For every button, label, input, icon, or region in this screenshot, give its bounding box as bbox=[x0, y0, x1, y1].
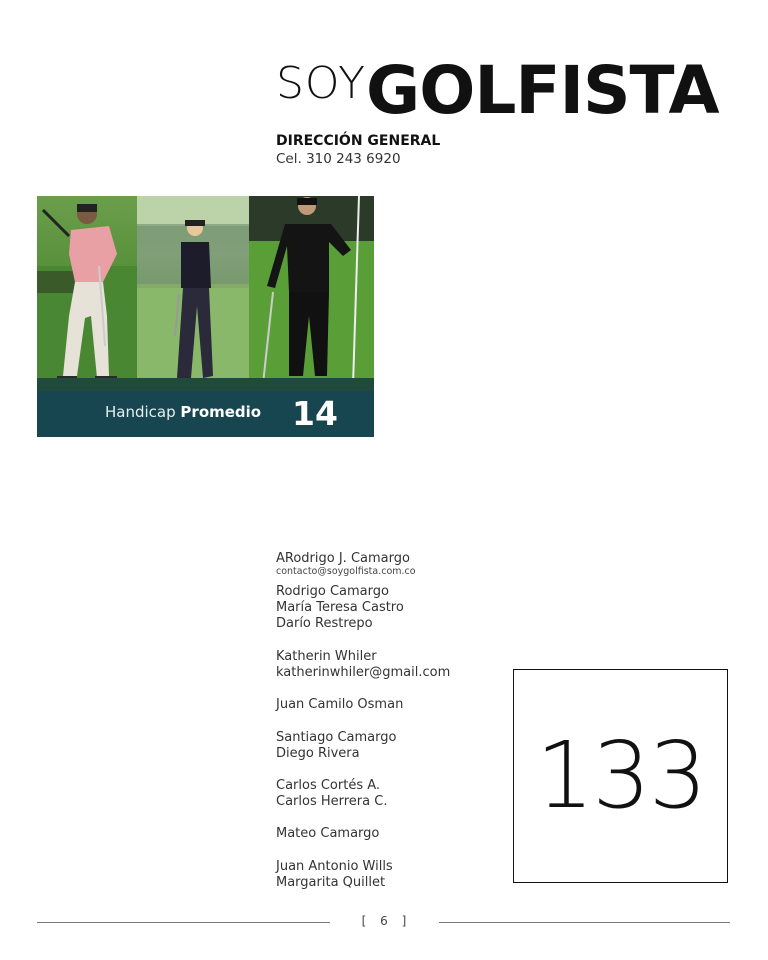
names-directora-comercial bbox=[276, 649, 450, 681]
credit-name: Diego Rivera bbox=[276, 746, 360, 761]
names-editor-podcast bbox=[276, 826, 379, 842]
golfer-2-illustration bbox=[137, 196, 249, 391]
credit-name: Juan Camilo Osman bbox=[276, 697, 404, 712]
name-editor-general bbox=[276, 551, 416, 577]
page-folio bbox=[349, 914, 419, 928]
handicap-value: 14 bbox=[292, 394, 338, 433]
folio-open-bracket: [ bbox=[361, 914, 367, 928]
credit-name: Juan Antonio Wills bbox=[276, 859, 393, 874]
issue-number: 133 bbox=[535, 722, 706, 829]
photo-panel-golfer-2 bbox=[137, 196, 249, 391]
credit-name: Katherin Whiler bbox=[276, 649, 377, 664]
photo-panel-golfer-1 bbox=[37, 196, 137, 391]
handicap-label-bold: Promedio bbox=[180, 403, 262, 421]
names-diseno-grafico bbox=[276, 697, 403, 713]
direction-title: DIRECCIÓN GENERAL bbox=[276, 133, 441, 149]
logo-golfista: GOLFISTA bbox=[366, 52, 719, 129]
names-asesores bbox=[276, 730, 396, 762]
photo-dark-band bbox=[37, 378, 374, 391]
issue-number-box bbox=[513, 669, 728, 883]
magazine-logo bbox=[276, 52, 719, 129]
credit-name: Carlos Cortés A. bbox=[276, 778, 381, 793]
credit-name: Santiago Camargo bbox=[276, 730, 397, 745]
golfer-3-illustration bbox=[249, 196, 374, 391]
footer-rule-left bbox=[37, 922, 330, 923]
credit-name: Carlos Herrera C. bbox=[276, 794, 388, 809]
credit-email-small: contacto@soygolfista.com.co bbox=[276, 566, 416, 577]
names-consejo-editorial bbox=[276, 584, 404, 632]
page-number: 6 bbox=[380, 914, 388, 928]
golfer-1-illustration bbox=[37, 196, 137, 391]
logo-soy: SOY bbox=[276, 58, 367, 109]
photo-panel-golfer-3 bbox=[249, 196, 374, 391]
credit-name: Darío Restrepo bbox=[276, 616, 373, 631]
folio-close-bracket: ] bbox=[401, 914, 407, 928]
names-corresponsales bbox=[276, 859, 393, 891]
credit-name: Rodrigo Camargo bbox=[276, 584, 389, 599]
handicap-label-light: Handicap bbox=[105, 403, 176, 421]
credit-name: Mateo Camargo bbox=[276, 826, 380, 841]
handicap-label bbox=[105, 403, 261, 421]
credit-name: ARodrigo J. Camargo bbox=[276, 551, 410, 566]
names-departamento-prensa bbox=[276, 778, 387, 810]
phone-number: Cel. 310 243 6920 bbox=[276, 151, 401, 167]
credit-name: María Teresa Castro bbox=[276, 600, 404, 615]
credit-name: Margarita Quillet bbox=[276, 875, 386, 890]
golfers-photo bbox=[37, 196, 374, 437]
credit-email[interactable]: katherinwhiler@gmail.com bbox=[276, 665, 451, 680]
footer-rule-right bbox=[439, 922, 730, 923]
handicap-caption bbox=[37, 391, 374, 437]
